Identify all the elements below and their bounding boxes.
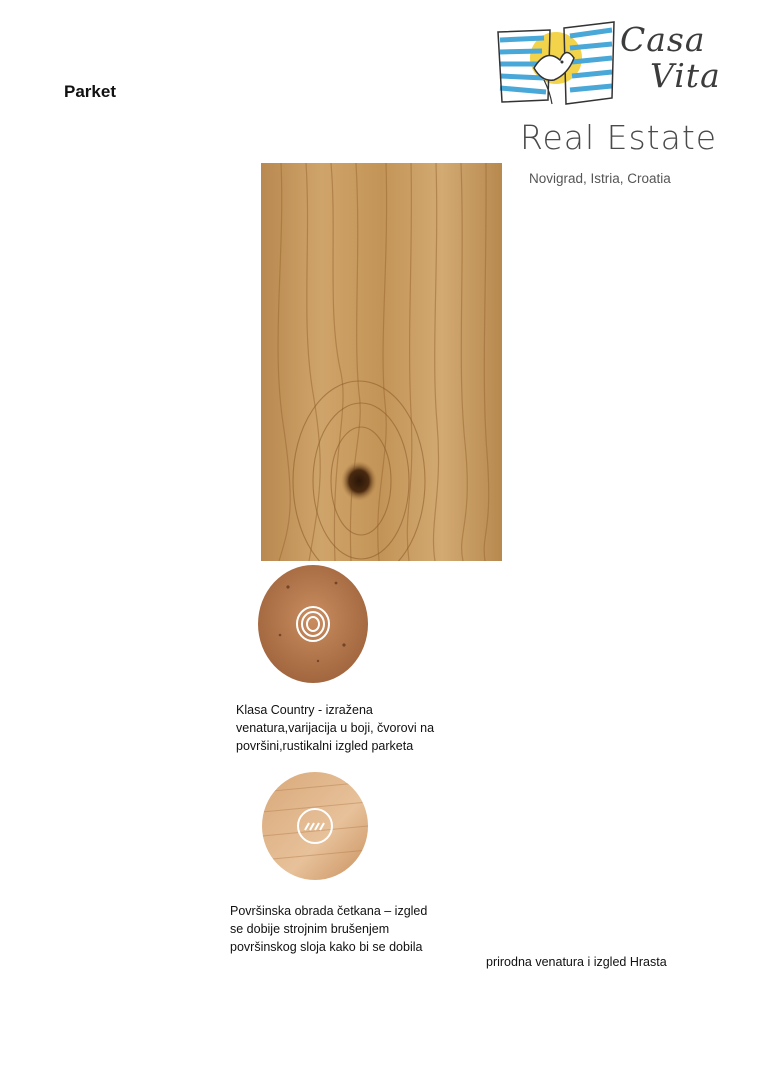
brushed-surface-swatch <box>262 772 368 880</box>
page-title: Parket <box>64 82 116 101</box>
logo-real-estate: Real Estate <box>520 118 718 157</box>
country-class-caption <box>236 701 434 755</box>
logo-brand-vita: Vita <box>650 56 721 95</box>
logo-brand-casa: Casa <box>620 20 706 59</box>
oak-wood-sample-image <box>261 163 502 561</box>
logo-location: Novigrad, Istria, Croatia <box>529 171 671 186</box>
caption-line: se dobije strojnim brušenjem <box>230 922 390 936</box>
caption-line: površinskog sloja kako bi se dobila <box>230 940 423 954</box>
caption-line: venatura,varijacija u boji, čvorovi na <box>236 721 435 735</box>
caption-line: površini,rustikalni izgled parketa <box>236 739 414 753</box>
caption-line: Klasa Country - izražena <box>236 703 373 717</box>
caption-line: Površinska obrada četkana – izgled <box>230 904 428 918</box>
country-class-swatch <box>258 565 368 683</box>
brushed-surface-caption <box>230 902 427 956</box>
logo-flag-dove-icon <box>494 18 618 108</box>
brushed-surface-caption-tail: prirodna venatura i izgled Hrasta <box>486 955 667 969</box>
casa-vita-logo <box>494 18 750 194</box>
